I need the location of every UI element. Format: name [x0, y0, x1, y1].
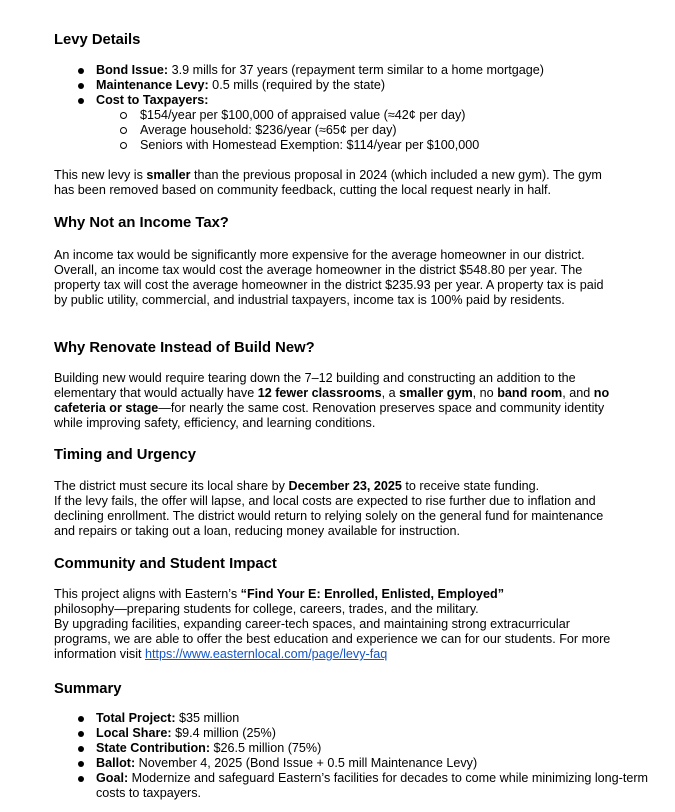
list-item: Goal: Modernize and safeguard Eastern’s facilities for decades to come while minimizing long-term costs to taxpayers. — [54, 771, 656, 801]
levy-note: This new levy is smaller than the previous proposal in 2024 (which included a new gym). The gym has been removed based on community feedback, cutting the local request nearly in half. — [54, 168, 602, 197]
income-tax-text: An income tax would be significantly more expensive for the average homeowner in our district. Overall, an income tax would cost the average homeowner in the district $548.80 per year. The property tax will cost the average homeowner in the district $235.93 per year. A property tax is paid by public utility, commercial, and industrial taxpayers, income tax is 100% paid by residents. — [54, 248, 604, 307]
list-item: $154/year per $100,000 of appraised value (≈42¢ per day) — [96, 108, 479, 123]
levy-details-heading: Levy Details — [54, 32, 141, 48]
list-item: Seniors with Homestead Exemption: $114/year per $100,000 — [96, 138, 479, 153]
list-item: Local Share: $9.4 million (25%) — [54, 726, 656, 741]
summary-list — [54, 711, 656, 801]
levy-details-list — [54, 63, 544, 108]
list-item: State Contribution: $26.5 million (75%) — [54, 741, 656, 756]
list-item: Maintenance Levy: 0.5 mills (required by the state) — [54, 78, 544, 93]
list-item: Ballot: November 4, 2025 (Bond Issue + 0.5 mill Maintenance Levy) — [54, 756, 656, 771]
list-item: Total Project: $35 million — [54, 711, 656, 726]
community-heading: Community and Student Impact — [54, 556, 277, 572]
list-item: Cost to Taxpayers: — [54, 93, 544, 108]
cost-sublist — [96, 108, 479, 153]
income-tax-heading: Why Not an Income Tax? — [54, 215, 229, 231]
community-text: This project aligns with Eastern’s “Find Your E: Enrolled, Enlisted, Employed” philosophy—preparing students for college, careers, trades, and the military. By upgrading facilities, expanding career-tech spaces, and maintaining strong extracurricular programs, we are able to offer the best education and experience we can for our students. For more information visit https://www.easternlocal.com/page/levy-faq — [54, 587, 611, 661]
list-item: Average household: $236/year (≈65¢ per day) — [96, 123, 479, 138]
renovate-text: Building new would require tearing down the 7–12 building and constructing an addition to the elementary that would actually have 12 fewer classrooms, a smaller gym, no band room, and no cafeteria or stage—for nearly the same cost. Renovation preserves space and community identity while improving safety, efficiency, and learning conditions. — [54, 371, 610, 430]
timing-heading: Timing and Urgency — [54, 447, 196, 463]
levy-faq-link[interactable]: https://www.easternlocal.com/page/levy-faq — [145, 647, 388, 661]
list-item: Bond Issue: 3.9 mills for 37 years (repayment term similar to a home mortgage) — [54, 63, 544, 78]
summary-heading: Summary — [54, 681, 122, 697]
renovate-heading: Why Renovate Instead of Build New? — [54, 340, 315, 356]
timing-text: The district must secure its local share by December 23, 2025 to receive state funding. If the levy fails, the offer will lapse, and local costs are expected to rise further due to inflation and declining enrollment. The district would return to relying solely on the general fund for maintenance and repairs or taking out a loan, reducing money available for instruction. — [54, 479, 604, 538]
